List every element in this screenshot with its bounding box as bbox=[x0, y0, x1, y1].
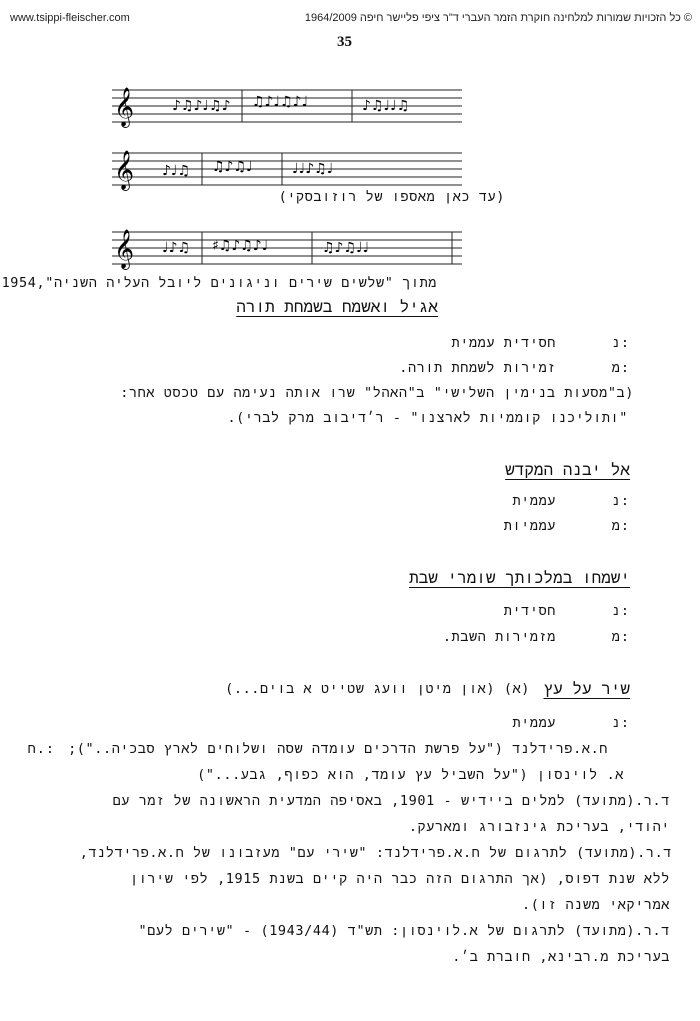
entry-title: ישמחו במלכותך שומרי שבת bbox=[409, 568, 630, 587]
entry-line: עממיות bbox=[503, 518, 556, 534]
entry-title: שיר על עץ bbox=[543, 679, 630, 698]
entry-line: ד.ר.(מתועד) למלים ביידיש - 1901, באסיפה המדעית הראשונה של זמר עם bbox=[112, 793, 670, 809]
entry-line: ד.ר.(מתועד) לתרגום של א.לוינסון: תש"ד (1943/44) - "שירים לעם" bbox=[138, 923, 670, 939]
svg-text:♯♫♪♫♪♩: ♯♫♪♫♪♩ bbox=[212, 238, 269, 254]
music-caption: (עד כאן מאספו של רוזובסקי) bbox=[278, 189, 505, 205]
svg-text:𝄞: 𝄞 bbox=[114, 229, 135, 269]
svg-text:♪♫♪♩♫♪: ♪♫♪♩♫♪ bbox=[172, 98, 231, 114]
site-url[interactable]: www.tsippi-fleischer.com bbox=[10, 12, 130, 24]
entry-label: מ: bbox=[611, 629, 630, 645]
entry-line: חסידית עממית bbox=[451, 335, 556, 351]
entry-line: מזמירות השבת. bbox=[442, 629, 556, 645]
entry-label: נ: bbox=[611, 715, 630, 731]
entry-line: א. לוינסון ("על השביל עץ עומד, הוא כפוף, גבע...") bbox=[197, 767, 624, 783]
entry-line: יהודי, בעריכת גינזבורג ומארעק. bbox=[408, 819, 670, 835]
svg-text:𝄞: 𝄞 bbox=[114, 87, 135, 127]
entry-line: ללא שנת דפוס, (אך התרגום הזה כבר היה קיים בשנת 1915, לפי שירון bbox=[130, 871, 670, 887]
svg-text:♫♪♫♩♩: ♫♪♫♩♩ bbox=[322, 240, 370, 256]
svg-text:♪♩♫: ♪♩♫ bbox=[162, 163, 191, 179]
entry-line: אמריקאי משנה זו). bbox=[521, 897, 670, 913]
music-staff-2 bbox=[112, 143, 462, 193]
page-number: 35 bbox=[337, 34, 352, 50]
entry-line: זמירות לשמחת תורה. bbox=[399, 360, 556, 376]
entry-line: "ותוליכנו קוממיות לארצנו" - ר׳דיבוב מרק לברי). bbox=[227, 410, 628, 426]
svg-text:♩♪♫: ♩♪♫ bbox=[162, 240, 191, 256]
svg-text:𝄞: 𝄞 bbox=[114, 150, 135, 190]
entry-label: מ: bbox=[611, 360, 630, 376]
svg-text:♫♪♩♫♪♩: ♫♪♩♫♪♩ bbox=[252, 94, 309, 110]
svg-text:♩♩♪♫♩: ♩♩♪♫♩ bbox=[292, 161, 334, 177]
music-staff-1 bbox=[112, 80, 462, 130]
copyright-notice: © כל הזכויות שמורות למלחינה חוקרת הזמר העברי ד"ר ציפי פליישר חיפה 1964/2009 bbox=[304, 12, 692, 24]
entry-label: נ: bbox=[611, 335, 630, 351]
entry-line: ח.א.פרידלנד ("על פרשת הדרכים עומדה שסה ושלוחים לארץ סבכיה.."); bbox=[68, 741, 608, 757]
entry-line: חסידית bbox=[503, 603, 556, 619]
entry-line: עממית bbox=[512, 715, 556, 731]
svg-text:♪♫♩♩♫: ♪♫♩♩♫ bbox=[362, 98, 410, 114]
entry-label: נ: bbox=[611, 493, 630, 509]
entry-title-suffix: (א) (און מיטן וועג שטייט א בוים...) bbox=[225, 681, 530, 697]
entry-label: נ: bbox=[611, 603, 630, 619]
svg-text:♫♪♫♩: ♫♪♫♩ bbox=[212, 159, 253, 175]
entry-label: ח.: bbox=[27, 741, 55, 757]
entry-line: (ב"מסעות בנימין השלישי" ב"האהל" שרו אותה נעימה עם טכסט אחר: bbox=[120, 385, 634, 401]
entry-line: ד.ר.(מתועד) לתרגום של ח.א.פרידלנד: "שירי עם" מעזבונו של ח.א.פרידלנד, bbox=[79, 845, 672, 861]
entry-label: מ: bbox=[611, 518, 630, 534]
entry-title: אל יבנה המקדש bbox=[505, 460, 630, 479]
entry-line: עממית bbox=[512, 493, 556, 509]
music-staff-3 bbox=[112, 222, 462, 272]
music-source-line: מתוך "שלשים שירים וניגונים ליובל העליה השניה",1954 bbox=[1, 275, 437, 291]
entry-title: אגיל ואשמח בשמחת תורה bbox=[236, 297, 438, 316]
entry-line: בעריכת מ.רבינא, חוברת ב׳. bbox=[452, 949, 670, 965]
